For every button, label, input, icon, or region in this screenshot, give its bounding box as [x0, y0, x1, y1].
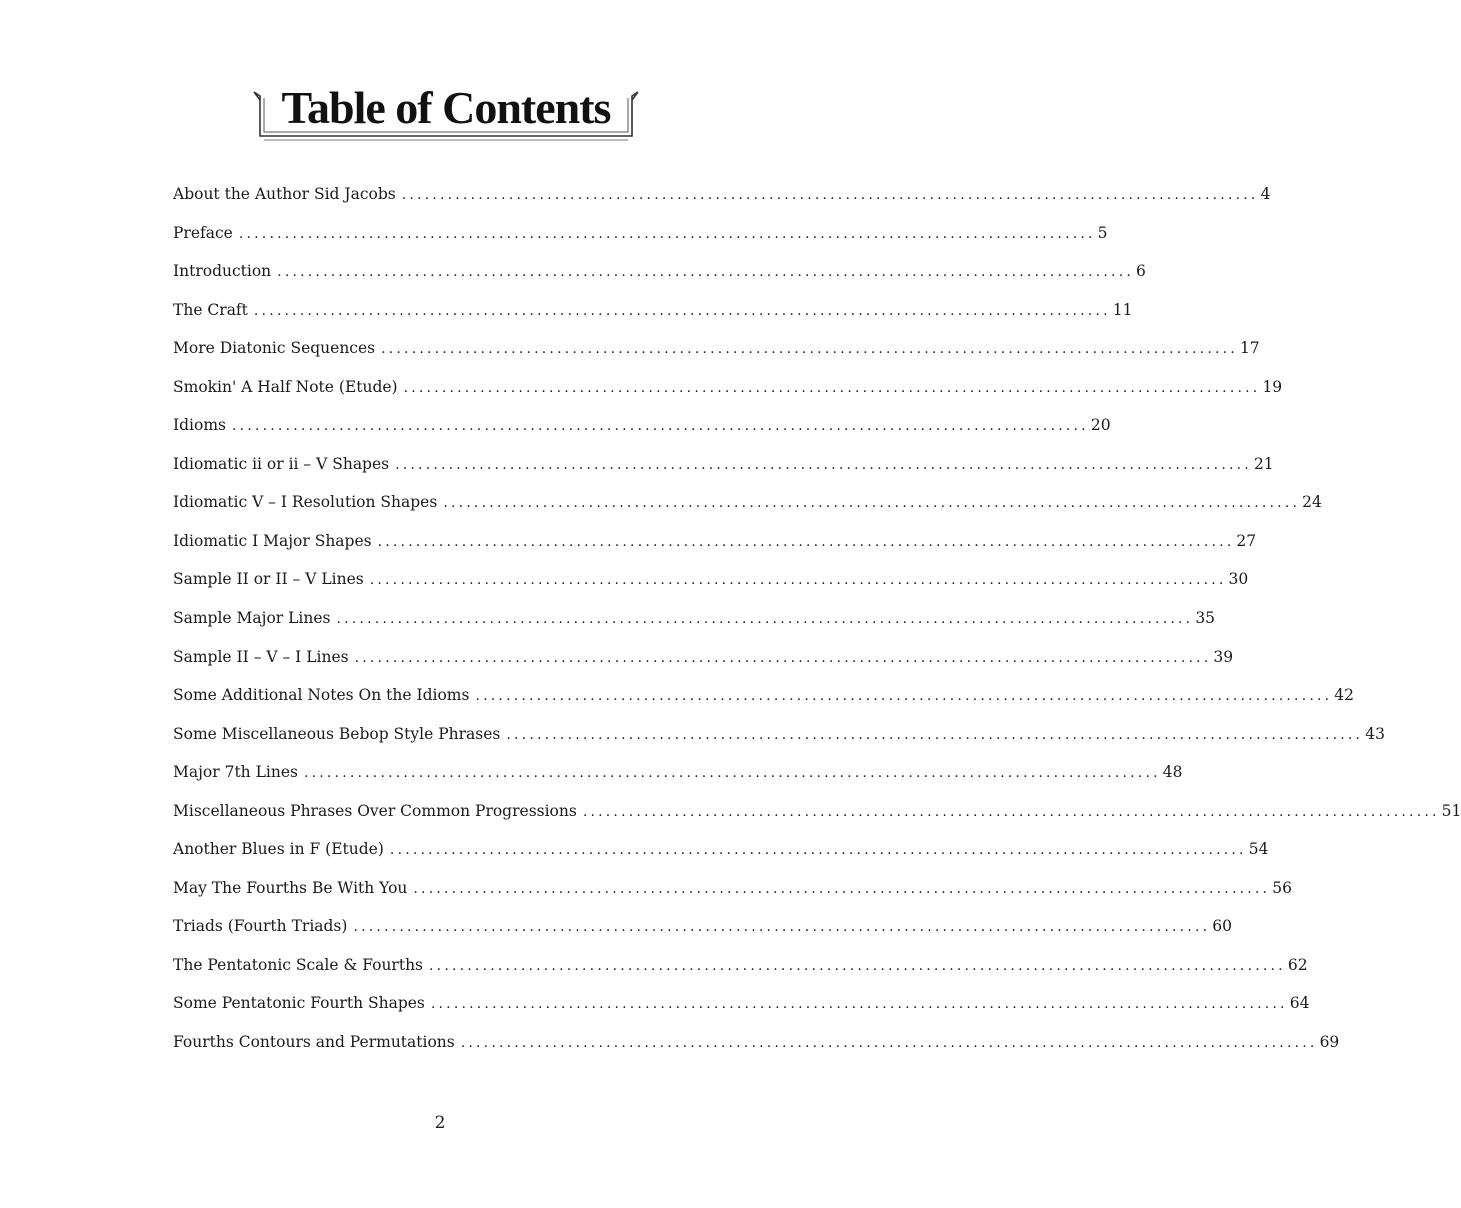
toc-dot-leader: ................................................................................................................	[238, 225, 1096, 242]
toc-entry-title: More Diatonic Sequences	[173, 339, 376, 358]
toc-entry-page: 56	[1272, 878, 1292, 897]
toc-entry[interactable]	[173, 758, 1183, 797]
toc-dot-leader: ................................................................................................................	[430, 996, 1288, 1013]
toc-dot-leader: ................................................................................................................	[303, 765, 1161, 782]
toc-entry[interactable]	[173, 681, 1355, 720]
toc-dot-leader: ................................................................................................................	[506, 726, 1364, 743]
toc-dot-leader: ................................................................................................................	[475, 688, 1333, 705]
toc-entry-page: 43	[1365, 724, 1385, 743]
toc-entry[interactable]	[173, 411, 1111, 450]
toc-entry-page: 64	[1289, 994, 1310, 1013]
toc-entry[interactable]	[173, 450, 1274, 489]
title-block	[252, 78, 640, 150]
toc-entry[interactable]	[173, 604, 1216, 643]
toc-entry-title: Smokin' A Half Note (Etude)	[173, 377, 398, 396]
toc-entry-title: Introduction	[173, 262, 272, 281]
toc-dot-leader: ................................................................................................................	[460, 1035, 1318, 1052]
toc-entry-page: 17	[1239, 339, 1260, 358]
toc-dot-leader: ................................................................................................................	[381, 341, 1238, 358]
toc-entry-page: 48	[1162, 763, 1183, 782]
page-title: Table of Contents	[281, 82, 611, 133]
toc-entry-page: 19	[1262, 377, 1283, 396]
toc-entry-page: 11	[1112, 300, 1133, 319]
toc-entry-page: 51	[1441, 801, 1461, 820]
toc-entry-title: Fourths Contours and Permutations	[173, 1033, 455, 1052]
toc-entry-page: 27	[1236, 531, 1257, 550]
toc-entry-title: Idiomatic I Major Shapes	[173, 531, 372, 550]
toc-entry[interactable]	[173, 219, 1108, 258]
toc-entry[interactable]	[173, 989, 1310, 1028]
toc-entry-page: 35	[1195, 609, 1216, 628]
toc-entry[interactable]	[173, 527, 1257, 566]
toc-entry-page: 24	[1302, 493, 1322, 512]
toc-dot-leader: ................................................................................................................	[401, 187, 1259, 203]
toc-entry-title: May The Fourths Be With You	[173, 878, 408, 897]
toc-entry-title: Some Additional Notes On the Idioms	[173, 686, 470, 705]
toc-entry[interactable]	[173, 912, 1232, 951]
toc-entry[interactable]	[173, 643, 1234, 682]
toc-entry[interactable]	[173, 257, 1146, 296]
toc-entry[interactable]	[173, 720, 1385, 759]
toc-entry-title: Another Blues in F (Etude)	[173, 840, 384, 859]
toc-entry-page: 60	[1212, 917, 1232, 936]
toc-entry-title: Idioms	[173, 416, 226, 435]
toc-entry-page: 39	[1213, 647, 1234, 666]
toc-dot-leader: ................................................................................................................	[353, 919, 1211, 936]
toc-entry-title: The Pentatonic Scale & Fourths	[173, 955, 424, 974]
toc-dot-leader: ................................................................................................................	[389, 842, 1247, 859]
toc-entry-page: 20	[1090, 416, 1111, 435]
toc-entry-title: Triads (Fourth Triads)	[173, 917, 348, 936]
toc-entry-page: 42	[1334, 686, 1355, 705]
toc-dot-leader: ................................................................................................................	[429, 957, 1286, 974]
toc-entry[interactable]	[173, 951, 1308, 990]
toc-dot-leader: ................................................................................................................	[413, 880, 1271, 897]
toc-dot-leader: ................................................................................................................	[377, 533, 1235, 550]
table-of-contents	[173, 180, 1461, 1067]
toc-dot-leader: ................................................................................................................	[403, 379, 1261, 396]
toc-entry[interactable]	[173, 488, 1322, 527]
toc-entry-title: Sample Major Lines	[173, 609, 331, 628]
toc-entry[interactable]	[173, 180, 1271, 219]
toc-dot-leader: ................................................................................................................	[354, 649, 1212, 666]
toc-entry[interactable]	[173, 296, 1133, 335]
toc-entry[interactable]	[173, 334, 1260, 373]
toc-entry-title: Idiomatic V – I Resolution Shapes	[173, 493, 438, 512]
toc-entry-title: Idiomatic ii or ii – V Shapes	[173, 454, 390, 473]
toc-entry-page: 69	[1319, 1033, 1340, 1052]
toc-dot-leader: ................................................................................................................	[582, 803, 1440, 820]
page-number: 2	[434, 1113, 446, 1133]
toc-dot-leader: ................................................................................................................	[232, 418, 1089, 435]
toc-dot-leader: ................................................................................................................	[443, 495, 1301, 512]
toc-dot-leader: ................................................................................................................	[369, 572, 1227, 589]
toc-dot-leader: ................................................................................................................	[395, 456, 1252, 473]
toc-entry-page: 54	[1248, 840, 1269, 859]
toc-entry-title: Sample II or II – V Lines	[173, 570, 364, 589]
toc-entry[interactable]	[173, 835, 1269, 874]
toc-entry-title: The Craft	[173, 300, 248, 319]
toc-entry[interactable]	[173, 373, 1283, 412]
toc-entry-title: Preface	[173, 223, 233, 242]
toc-entry-title: Some Pentatonic Fourth Shapes	[173, 994, 425, 1013]
toc-entry-page: 5	[1097, 223, 1108, 242]
toc-dot-leader: ................................................................................................................	[253, 302, 1111, 319]
toc-entry-page: 30	[1228, 570, 1249, 589]
toc-entry-title: Sample II – V – I Lines	[173, 647, 349, 666]
toc-entry-title: Miscellaneous Phrases Over Common Progressions	[173, 801, 577, 820]
toc-entry-title: About the Author Sid Jacobs	[173, 185, 396, 203]
toc-entry[interactable]	[173, 565, 1249, 604]
toc-entry-title: Major 7th Lines	[173, 763, 298, 782]
toc-entry-page: 21	[1253, 454, 1274, 473]
toc-entry-title: Some Miscellaneous Bebop Style Phrases	[173, 724, 501, 743]
toc-entry[interactable]	[173, 797, 1461, 836]
toc-entry[interactable]	[173, 1028, 1340, 1067]
toc-dot-leader: ................................................................................................................	[277, 264, 1134, 281]
toc-entry-page: 4	[1260, 185, 1271, 203]
toc-dot-leader: ................................................................................................................	[336, 611, 1194, 628]
toc-entry-page: 6	[1136, 262, 1146, 281]
toc-entry[interactable]	[173, 874, 1292, 913]
toc-entry-page: 62	[1287, 955, 1308, 974]
